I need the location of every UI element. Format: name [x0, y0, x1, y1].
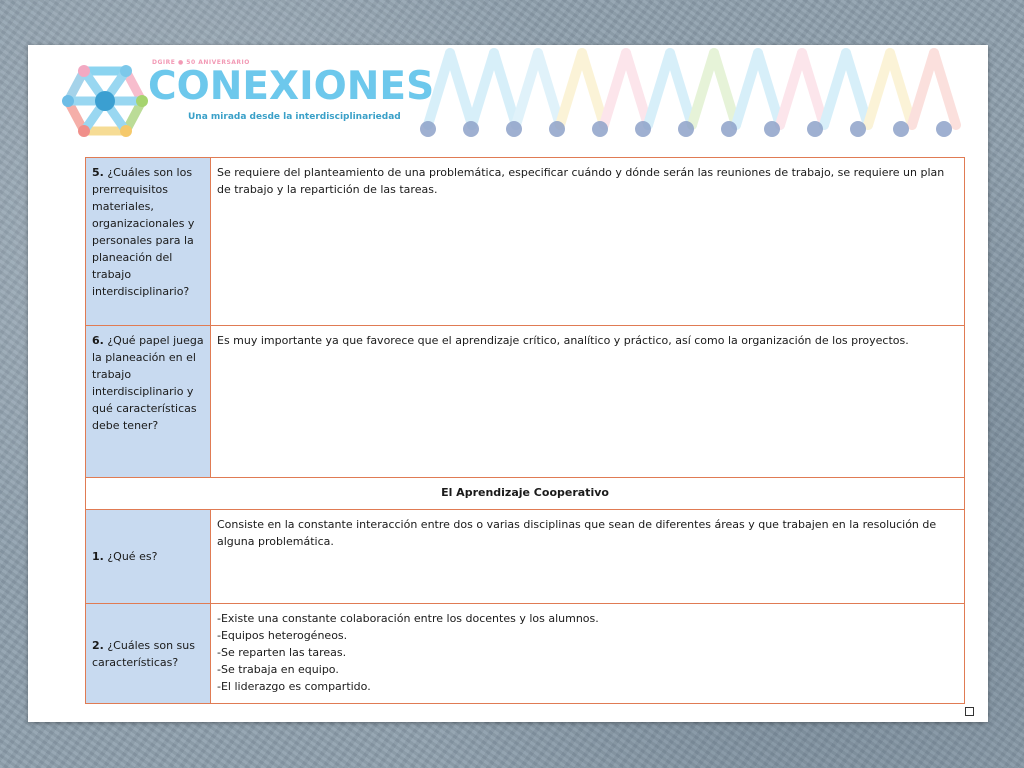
- characteristic-item: -Se trabaja en equipo.: [217, 663, 339, 676]
- question-text: ¿Cuáles son los prerrequisitos materiales, organizacionales y personales para la planeación del trabajo interdisciplinario?: [92, 166, 195, 298]
- characteristic-item: -Equipos heterogéneos.: [217, 629, 348, 642]
- question-number: 1.: [92, 550, 104, 563]
- question-cell: [86, 326, 211, 478]
- header-kicker: DGIRE ● 50 ANIVERSARIO: [152, 59, 250, 66]
- question-number: 6.: [92, 334, 104, 347]
- table-row: [86, 326, 965, 478]
- content-table: [85, 157, 965, 704]
- table-row: [86, 604, 965, 704]
- question-number: 5.: [92, 166, 104, 179]
- table-row: [86, 510, 965, 604]
- question-text: ¿Qué papel juega la planeación en el trabajo interdisciplinario y qué características debe tener?: [92, 334, 204, 432]
- page-corner-marker: [965, 707, 974, 716]
- brand-tagline: Una mirada desde la interdisciplinariedad: [188, 112, 401, 122]
- characteristic-item: -Se reparten las tareas.: [217, 646, 347, 659]
- question-text: ¿Cuáles son sus características?: [92, 638, 195, 669]
- characteristic-item: -Existe una constante colaboración entre los docentes y los alumnos.: [217, 612, 599, 625]
- answer-cell: Es muy importante ya que favorece que el aprendizaje crítico, analítico y práctico, así como la organización de los proyectos.: [211, 326, 965, 478]
- document-page: [28, 45, 988, 722]
- question-cell: [86, 510, 211, 604]
- characteristic-item: -El liderazgo es compartido.: [217, 680, 371, 693]
- table-row: [86, 158, 965, 326]
- question-number: 2.: [92, 638, 104, 652]
- question-cell: [86, 158, 211, 326]
- answer-cell: Se requiere del planteamiento de una problemática, especificar cuándo y dónde serán las reuniones de trabajo, se requiere un plan de trabajo y la repartición de las tareas.: [211, 158, 965, 326]
- section-header-row: [86, 478, 965, 510]
- answer-cell: [211, 604, 965, 704]
- answer-cell: Consiste en la constante interacción entre dos o varias disciplinas que sean de diferentes áreas y que trabajen en la resolución de alguna problemática.: [211, 510, 965, 604]
- question-text: ¿Qué es?: [107, 550, 158, 563]
- decorative-stripes-icon: [408, 45, 988, 145]
- question-cell: [86, 604, 211, 704]
- conexiones-logo-icon: [62, 57, 148, 145]
- section-title: El Aprendizaje Cooperativo: [86, 478, 965, 510]
- brand-title: CONEXIONES: [148, 64, 435, 109]
